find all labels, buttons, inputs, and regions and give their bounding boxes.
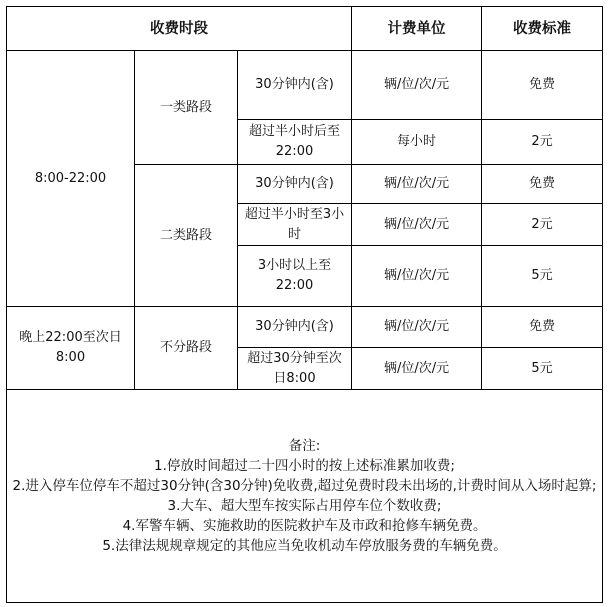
fee-cell: 5元 (482, 246, 603, 307)
unit-cell: 辆/位/次/元 (352, 204, 482, 246)
duration-cell: 3小时以上至22:00 (238, 246, 352, 307)
night-time-period: 晚上22:00至次日8:00 (7, 307, 135, 390)
fee-cell: 免费 (482, 51, 603, 120)
note-item: 3.大车、超大型车按实际占用停车位个数收费; (167, 498, 442, 514)
fee-cell: 2元 (482, 120, 603, 165)
header-period: 收费时段 (7, 7, 352, 51)
duration-cell: 超过30分钟至次日8:00 (238, 348, 352, 390)
fee-cell: 2元 (482, 204, 603, 246)
fee-cell: 5元 (482, 348, 603, 390)
class2-road-label: 二类路段 (135, 165, 238, 307)
note-item: 1.停放时间超过二十四小时的按上述标准累加收费; (154, 458, 455, 474)
unit-cell: 辆/位/次/元 (352, 348, 482, 390)
duration-cell: 超过半小时至3小时 (238, 204, 352, 246)
duration-cell: 30分钟内(含) (238, 51, 352, 120)
header-unit: 计费单位 (352, 7, 482, 51)
parking-fee-table (6, 6, 603, 603)
all-road-label: 不分路段 (135, 307, 238, 390)
fee-cell: 免费 (482, 165, 603, 204)
unit-cell: 辆/位/次/元 (352, 165, 482, 204)
note-item: 4.军警车辆、实施救助的医院救护车及市政和抢修车辆免费。 (122, 518, 487, 534)
day-time-period: 8:00-22:00 (7, 51, 135, 307)
note-item: 2.进入停车位停车不超过30分钟(含30分钟)免收费,超过免费时段未出场的,计费时间从入场时起算; (12, 478, 597, 494)
unit-cell: 每小时 (352, 120, 482, 165)
class1-road-label: 一类路段 (135, 51, 238, 165)
unit-cell: 辆/位/次/元 (352, 51, 482, 120)
header-standard: 收费标准 (482, 7, 603, 51)
duration-cell: 30分钟内(含) (238, 307, 352, 348)
fee-cell: 免费 (482, 307, 603, 348)
notes-section (7, 390, 603, 603)
duration-cell: 超过半小时后至22:00 (238, 120, 352, 165)
duration-cell: 30分钟内(含) (238, 165, 352, 204)
unit-cell: 辆/位/次/元 (352, 246, 482, 307)
notes-title: 备注: (288, 438, 321, 454)
note-item: 5.法律法规规章规定的其他应当免收机动车停放服务费的车辆免费。 (102, 538, 507, 554)
unit-cell: 辆/位/次/元 (352, 307, 482, 348)
